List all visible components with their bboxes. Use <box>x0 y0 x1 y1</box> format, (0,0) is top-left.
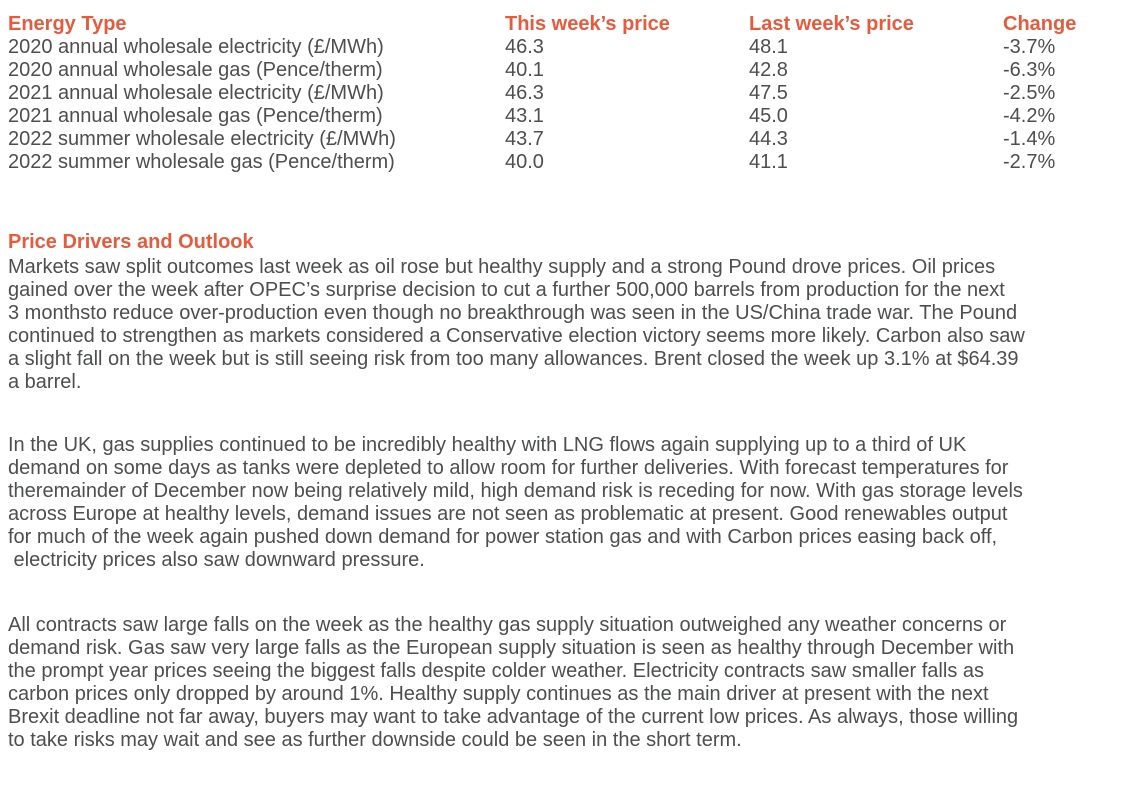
this-week-price-cell: 40.1 <box>505 59 544 81</box>
energy-type-cell: 2021 annual wholesale gas (Pence/therm) <box>8 105 383 127</box>
energy-type-cell: 2020 annual wholesale gas (Pence/therm) <box>8 59 383 81</box>
this-week-price-cell: 43.1 <box>505 105 544 127</box>
paragraph-market-overview <box>8 256 1134 394</box>
column-header-energy-type: Energy Type <box>8 13 127 35</box>
text-line: for much of the week again pushed down demand for power station gas and with Carbon prices easing back off, <box>8 526 998 548</box>
change-cell: -2.7% <box>1003 151 1056 173</box>
text-line: gained over the week after OPEC’s surprise decision to cut a further 500,000 barrels from production for the next <box>8 279 1005 301</box>
change-cell: -6.3% <box>1003 59 1056 81</box>
text-line: to take risks may wait and see as further downside could be seen in the short term. <box>8 729 742 751</box>
text-line: Brexit deadline not far away, buyers may want to take advantage of the current low prices. As always, those willing <box>8 706 1019 728</box>
paragraph-contracts-outlook <box>8 614 1134 752</box>
text-line: a slight fall on the week but is still seeing risk from too many allowances. Brent closed the week up 3.1% at $64.39 <box>8 348 1019 370</box>
text-line: demand risk. Gas saw very large falls as the European supply situation is seen as healthy through December with <box>8 637 1015 659</box>
column-header-this-week-price: This week’s price <box>505 13 670 35</box>
last-week-price-cell: 47.5 <box>749 82 788 104</box>
text-line: the prompt year prices seeing the biggest falls despite colder weather. Electricity contracts saw smaller falls as <box>8 660 984 682</box>
change-cell: -3.7% <box>1003 36 1056 58</box>
price-table <box>8 13 1134 174</box>
text-line: across Europe at healthy levels, demand issues are not seen as problematic at present. Good renewables output <box>8 503 1008 525</box>
column-header-last-week-price: Last week’s price <box>749 13 914 35</box>
this-week-price-cell: 40.0 <box>505 151 544 173</box>
table-row <box>8 59 1134 82</box>
text-line: All contracts saw large falls on the week as the healthy gas supply situation outweighed any weather concerns or <box>8 614 1007 636</box>
energy-type-cell: 2021 annual wholesale electricity (£/MWh) <box>8 82 384 104</box>
last-week-price-cell: 48.1 <box>749 36 788 58</box>
table-row <box>8 82 1134 105</box>
text-line: theremainder of December now being relatively mild, high demand risk is receding for now. With gas storage levels <box>8 480 1023 502</box>
energy-type-cell: 2022 summer wholesale gas (Pence/therm) <box>8 151 395 173</box>
table-row <box>8 105 1134 128</box>
this-week-price-cell: 43.7 <box>505 128 544 150</box>
text-line: Markets saw split outcomes last week as oil rose but healthy supply and a strong Pound drove prices. Oil prices <box>8 256 996 278</box>
change-cell: -4.2% <box>1003 105 1056 127</box>
table-row <box>8 151 1134 174</box>
price-table-header-row <box>8 13 1134 36</box>
change-cell: -2.5% <box>1003 82 1056 104</box>
paragraph-uk-gas-supply <box>8 434 1134 572</box>
last-week-price-cell: 41.1 <box>749 151 788 173</box>
text-line: 3 monthsto reduce over-production even though no breakthrough was seen in the US/China trade war. The Pound <box>8 302 1018 324</box>
text-line: continued to strengthen as markets considered a Conservative election victory seems more likely. Carbon also saw <box>8 325 1025 347</box>
text-line: carbon prices only dropped by around 1%. Healthy supply continues as the main driver at present with the next <box>8 683 989 705</box>
energy-type-cell: 2022 summer wholesale electricity (£/MWh) <box>8 128 396 150</box>
table-row <box>8 128 1134 151</box>
table-row <box>8 36 1134 59</box>
text-line: demand on some days as tanks were depleted to allow room for further deliveries. With forecast temperatures for <box>8 457 1009 479</box>
last-week-price-cell: 44.3 <box>749 128 788 150</box>
column-header-change: Change <box>1003 13 1077 35</box>
change-cell: -1.4% <box>1003 128 1056 150</box>
last-week-price-cell: 42.8 <box>749 59 788 81</box>
text-line: a barrel. <box>8 371 82 393</box>
text-line: electricity prices also saw downward pressure. <box>8 549 425 571</box>
last-week-price-cell: 45.0 <box>749 105 788 127</box>
text-line: In the UK, gas supplies continued to be incredibly healthy with LNG flows again supplying up to a third of UK <box>8 434 967 456</box>
section-heading-price-drivers: Price Drivers and Outlook <box>8 231 254 253</box>
energy-type-cell: 2020 annual wholesale electricity (£/MWh) <box>8 36 384 58</box>
this-week-price-cell: 46.3 <box>505 82 544 104</box>
this-week-price-cell: 46.3 <box>505 36 544 58</box>
